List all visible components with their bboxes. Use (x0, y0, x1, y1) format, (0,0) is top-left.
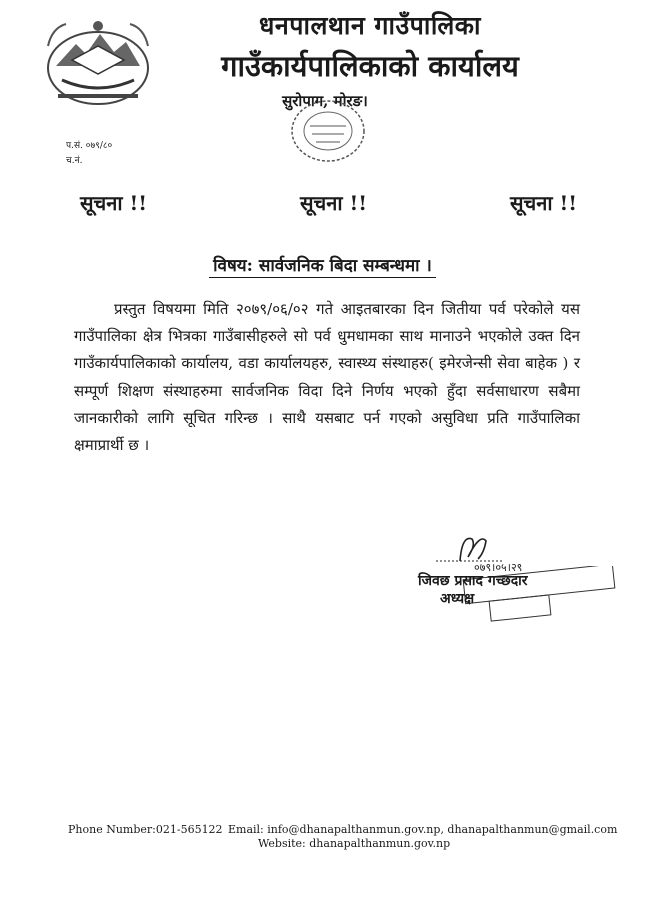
notice-heading-right: सूचना !! (510, 191, 578, 215)
footer-email: Email: info@dhanapalthanmun.gov.np, dhanapalthanmun@gmail.com (228, 823, 618, 836)
signatory-title: अध्यक्ष (440, 591, 475, 607)
dispatch-number: च.नं. (66, 156, 83, 166)
office-address: सुरोपाग, मोरङ। (282, 92, 368, 110)
footer-website: Website: dhanapalthanmun.gov.np (258, 837, 451, 850)
reference-number: प.सं. ०७९/८० (66, 141, 113, 151)
notice-body: प्रस्तुत विषयमा मिति २०७९/०६/०२ गते आइतबारका दिन जितीया पर्व परेकोले यस गाउँपालिका क्षेत्र भित्रका गाउँबासीहरुले सो पर्व धुमधामका साथ मानाउने भएकोले उक्त दिन गाउँकार्यपालिकाको कार्यालय, वडा कार्यालयहरु, स्वास्थ्य संस्थाहरु( इमेरजेन्सी सेवा बाहेक ) र सम्पूर्ण शिक्षण संस्थाहरुमा सार्वजनिक विदा दिने निर्णय भएको हुँदा सर्वसाधारण सबैमा जानकारीको लागि सूचित गरिन्छ । साथै यसबाट पर्न गएको असुविधा प्रति गाउँपालिका क्षमाप्रार्थी छ । (74, 300, 580, 455)
municipality-name: धनपालथान गाउँपालिका (259, 11, 481, 40)
office-name: गाउँकार्यपालिकाको कार्यालय (221, 49, 519, 83)
footer-phone: Phone Number:021-565122 (68, 823, 223, 836)
subject-text: विषय: सार्वजनिक बिदा सम्बन्धमा । (209, 256, 436, 278)
government-emblem-icon (42, 16, 154, 108)
signatory-name: जिवछ प्रसाद गच्छदार (418, 573, 528, 589)
subject-line (0, 253, 645, 276)
signature-date: ०७९।०५।२९ (474, 561, 523, 574)
office-seal-stamp (288, 96, 368, 166)
notice-heading-left: सूचना !! (80, 191, 148, 215)
notice-heading-center: सूचना !! (300, 191, 368, 215)
